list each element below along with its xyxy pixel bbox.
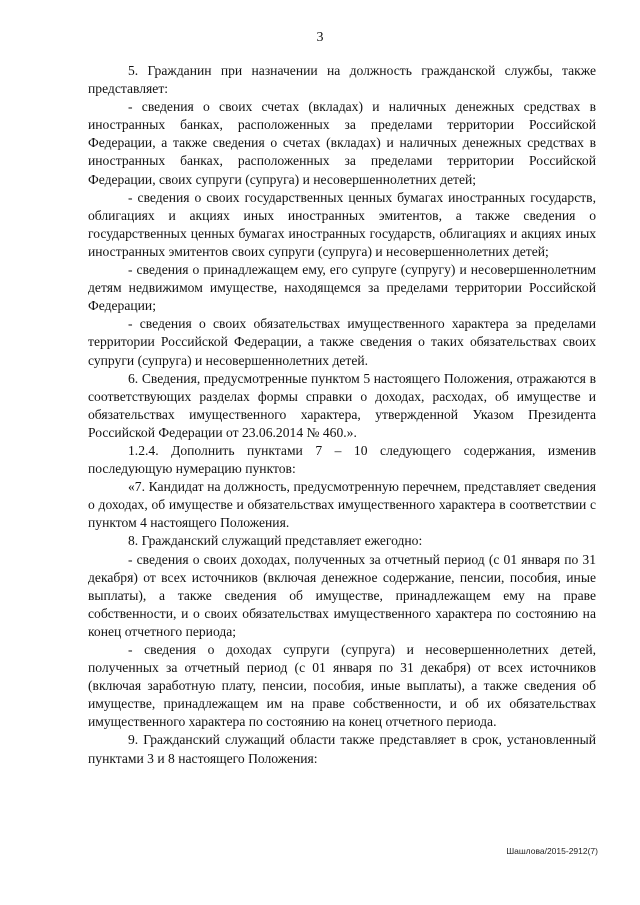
paragraph-item-9: 9. Гражданский служащий области также представляет в срок, установленный пунктами 3 и 8 настоящего Положения: [88,732,596,766]
paragraph-item-7: «7. Кандидат на должность, предусмотренную перечнем, представляет сведения о доходах, об имуществе и обязательствах имущественного характера в соответствии с пунктом 4 настоящего Положения. [88,479,596,531]
paragraph-item-1-2-4: 1.2.4. Дополнить пунктами 7 – 10 следующего содержания, изменив последующую нумерацию пунктов: [88,442,596,477]
page-number: 3 [316,30,324,45]
paragraph-item-6: 6. Сведения, предусмотренные пунктом 5 настоящего Положения, отражаются в соответствующих разделах формы справки о доходах, расходах, об имуществе и обязательствах имущественного характера, утвержденной Указом Президента Российской Федерации от 23.06.2014 № 460.». [88,370,596,440]
paragraph-item-5: 5. Гражданин при назначении на должность гражданской службы, также представляет: [88,63,596,97]
paragraph-bullet-own-income: - сведения о своих доходах, полученных за отчетный период (с 01 января по 31 декабря) от всех источников (включая денежное содержание, пенсии, пособия, иные выплаты), а также сведения об имуществе, принадлежащем ему на праве собственности, и о своих обязательствах имущественного характера по состоянию на конец отчетного периода; [88,551,596,639]
footer-code: Шашлова/2015-2912(7) [506,846,598,856]
paragraph-bullet-real-estate: - сведения о принадлежащем ему, его супруге (супругу) и несовершеннолетним детям недвижимом имуществе, находящемся за пределами территории Российской Федерации; [88,262,596,314]
paragraph-bullet-obligations: - сведения о своих обязательствах имущественного характера за пределами территории Российской Федерации, а также сведения о таких обязательствах своих супруги (супруга) и несовершеннолетних детей. [88,316,596,368]
paragraph-bullet-securities: - сведения о своих государственных ценных бумагах иностранных государств, облигациях и акциях иных иностранных эмитентов, а также сведения о государственных ценных бумагах иностранных государств, облигациях и акциях иных иностранных эмитентов своих супруги (супруга) и несовершеннолетних детей; [88,189,596,259]
document-body [88,62,596,768]
paragraph-bullet-accounts: - сведения о своих счетах (вкладах) и наличных денежных средствах в иностранных банках, расположенных за пределами территории Российской Федерации, а также сведения о счетах (вкладах) и наличных денежных средствах в иностранных банках, расположенных за пределами территории Российской Федерации, своих супруги (супруга) и несовершеннолетних детей; [88,99,596,187]
paragraph-bullet-family-income: - сведения о доходах супруги (супруга) и несовершеннолетних детей, полученных за отчетный период (с 01 января по 31 декабря) от всех источников (включая заработную плату, пенсии, пособия, иные выплаты), а также сведения об имуществе, принадлежащем им на праве собственности, и об их обязательствах имущественного характера по состоянию на конец отчетного периода. [88,642,596,730]
paragraph-item-8: 8. Гражданский служащий представляет ежегодно: [128,533,423,549]
